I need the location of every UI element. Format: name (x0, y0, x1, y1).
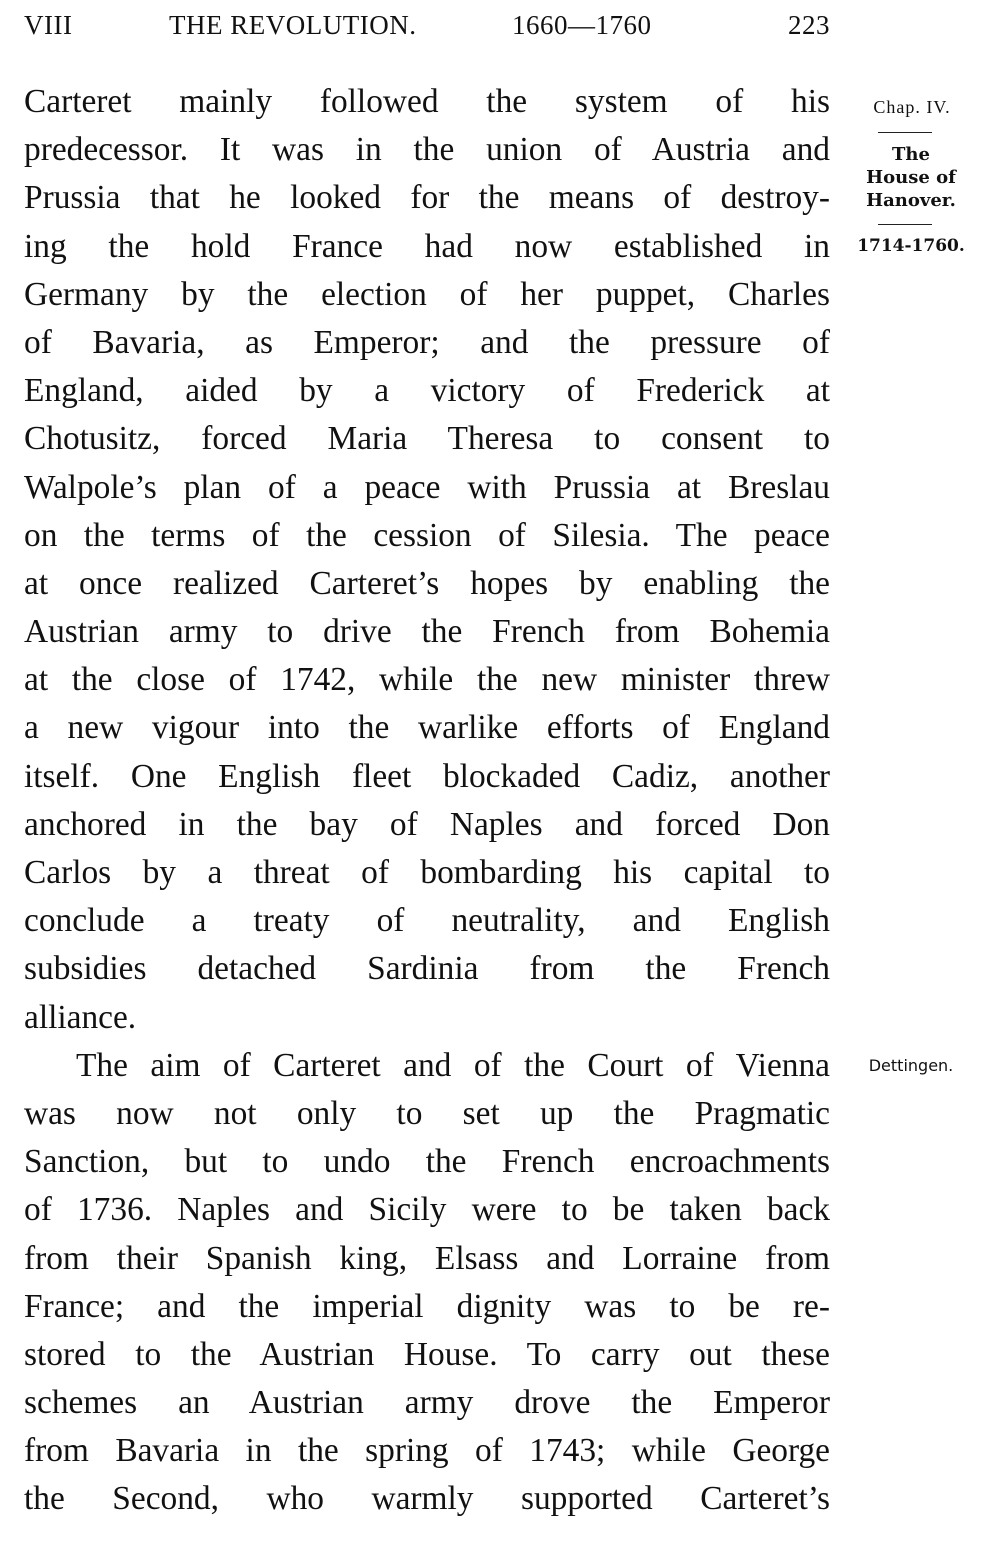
text-line: Carlos by a threat of bombarding his capital to (24, 854, 830, 891)
text-line: Austrian army to drive the French from Bohemia (24, 613, 830, 651)
text-line: the Second, who warmly supported Carteret’s (24, 1480, 830, 1518)
text-line: a new vigour into the warlike efforts of England (24, 709, 830, 747)
text-line: Chotusitz, forced Maria Theresa to consent to (24, 420, 830, 458)
text-line: The aim of Carteret and of the Court of Vienna (76, 1046, 830, 1084)
margin-years-note: 1714-1760. (857, 236, 965, 256)
text-line: alliance. (24, 998, 137, 1036)
text-line: schemes an Austrian army drove the Emperor (24, 1384, 830, 1422)
text-line: ing the hold France had now established in (24, 227, 830, 265)
text-line: predecessor. It was in the union of Austria and (24, 131, 830, 169)
text-line: at once realized Carteret’s hopes by enabling the (24, 564, 830, 602)
text-line: subsidies detached Sardinia from the French (24, 950, 830, 988)
text-line: Germany by the election of her puppet, Charles (24, 275, 830, 313)
text-line: conclude a treaty of neutrality, and English (24, 902, 830, 940)
text-line: at the close of 1742, while the new minister threw (24, 661, 830, 699)
header-title: THE REVOLUTION. (169, 10, 417, 40)
text-line: Carteret mainly followed the system of his (24, 83, 830, 120)
text-line: of 1736. Naples and Sicily were to be taken back (24, 1191, 830, 1229)
text-line: from their Spanish king, Elsass and Lorraine from (24, 1239, 830, 1277)
margin-chapter-note: Chap. IV. (873, 97, 951, 117)
text-line: Prussia that he looked for the means of destroy- (24, 179, 830, 217)
running-header (24, 10, 830, 50)
text-line: was now not only to set up the Pragmatic (24, 1094, 830, 1132)
text-line: itself. One English fleet blockaded Cadiz, another (24, 757, 830, 795)
text-line: anchored in the bay of Naples and forced Don (24, 805, 830, 843)
text-line: Sanction, but to undo the French encroachments (24, 1143, 830, 1181)
text-line: stored to the Austrian House. To carry out these (24, 1335, 830, 1373)
margin-house-line: Hanover. (866, 190, 956, 211)
page-number: 223 (788, 10, 830, 40)
margin-rule (878, 224, 932, 225)
margin-dettingen-note: Dettingen. (868, 1056, 954, 1075)
header-dates: 1660—1760 (512, 10, 652, 40)
text-line: Walpole’s plan of a peace with Prussia at Breslau (24, 468, 830, 506)
margin-house-line: The (892, 144, 930, 165)
margin-house-line: House of (866, 167, 956, 188)
margin-rule (878, 132, 932, 133)
margin-house-note (856, 143, 966, 212)
text-line: France; and the imperial dignity was to be re- (24, 1287, 830, 1325)
text-line: England, aided by a victory of Frederick at (24, 372, 830, 410)
text-line: from Bavaria in the spring of 1743; while George (24, 1432, 830, 1470)
text-line: on the terms of the cession of Silesia. The peace (24, 516, 830, 554)
header-section-number: VIII (24, 10, 73, 40)
text-line: of Bavaria, as Emperor; and the pressure of (24, 323, 830, 361)
body-text (24, 78, 830, 1524)
